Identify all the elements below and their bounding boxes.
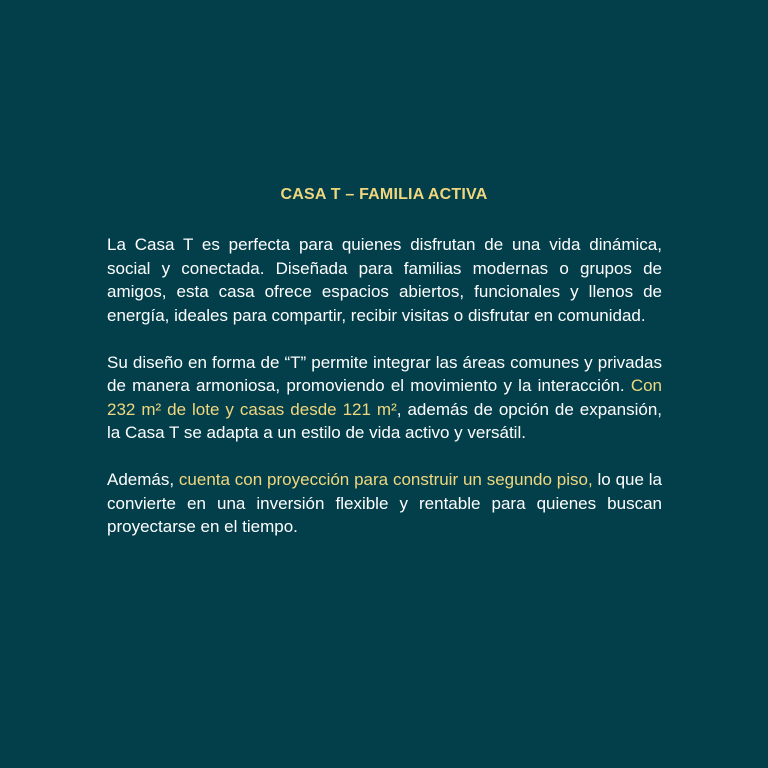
paragraph-design — [107, 351, 662, 445]
paragraph-intro: La Casa T es perfecta para quienes disfrutan de una vida dinámica, social y conectada. Diseñada para familias modernas o grupos de amigos, esta casa ofrece espacios abiertos, funcionales y llenos de energía, ideales para compartir, recibir visitas o disfrutar en comunidad. — [107, 235, 662, 325]
paragraph-design-text-end: , además de opción de expansión, la Casa T se adapta a un estilo de vida activo y versátil. — [107, 399, 663, 442]
highlight-lot-size: Con 232 m² de lote y casas desde 121 m² — [107, 376, 662, 419]
highlight-second-floor: cuenta con proyección para construir un segundo piso, — [178, 470, 593, 489]
body-text — [107, 233, 662, 562]
paragraph-design-text: Su diseño en forma de “T” permite integrar las áreas comunes y privadas de manera armoniosa, promoviendo el movimiento y la interacción. — [107, 352, 662, 395]
paragraph-investment — [107, 468, 662, 539]
paragraph-investment-text-end: lo que la convierte en una inversión flexible y rentable para quienes buscan proyectarse en el tiempo. — [107, 470, 662, 536]
page-title: CASA T – FAMILIA ACTIVA — [280, 186, 488, 203]
paragraph-investment-text: Además, — [107, 470, 179, 489]
